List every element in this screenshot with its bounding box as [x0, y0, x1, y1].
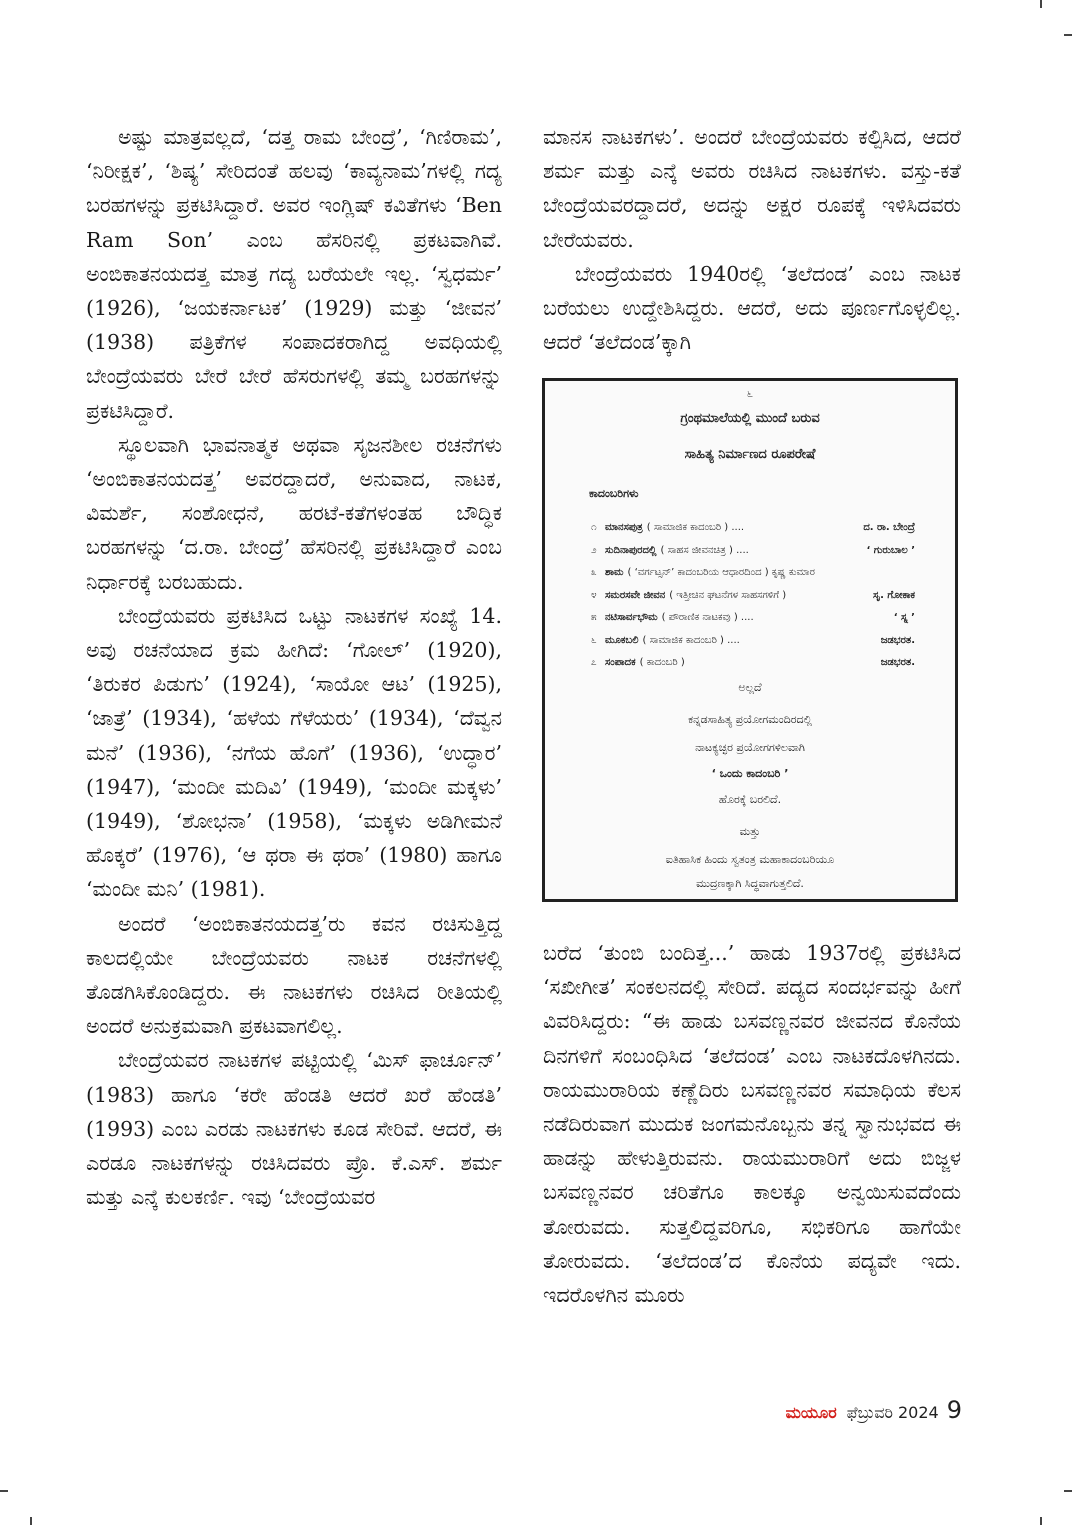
left-column — [86, 120, 502, 1215]
crop-mark — [1040, 0, 1042, 8]
crop-mark — [0, 1490, 8, 1492]
right-column-bottom — [543, 936, 961, 1312]
paragraph: ಅಂದರೆ ‘ಅಂಬಿಕಾತನಯದತ್ತ’ರು ಕವನ ರಚಿಸುತ್ತಿದ್ದ ಕಾಲದಲ್ಲಿಯೇ ಬೇಂದ್ರೆಯವರು ನಾಟಕ ರಚನೆಗಳಲ್ಲಿ ತೊಡಗಿಸಿಕೊಂಡಿದ್ದರು. ಈ ನಾಟಕಗಳು ರಚಿಸಿದ ರೀತಿಯಲ್ಲಿ ಅಂದರೆ ಅನುಕ್ರಮವಾಗಿ ಪ್ರಕಟವಾಗಲಿಲ್ಲ. — [86, 911, 502, 1039]
crop-mark — [30, 1517, 32, 1525]
issue-date: ಫೆಬ್ರುವರಿ 2024 — [846, 1403, 939, 1422]
scan-heading: ಕಾದಂಬರಿಗಳು — [589, 487, 639, 500]
paragraph: ಸ್ಥೂಲವಾಗಿ ಭಾವನಾತ್ಮಕ ಅಥವಾ ಸೃಜನಶೀಲ ರಚನೆಗಳು ‘ಅಂಬಿಕಾತನಯದತ್ತ’ ಅವರದ್ದಾದರೆ, ಅನುವಾದ, ನಾಟಕ, ವಿಮರ್ಶೆ, ಸಂಶೋಧನೆ, ಹರಟೆ-ಕತೆಗಳಂತಹ ಬೌದ್ಧಿಕ ಬರಹಗಳನ್ನು ‘ದ.ರಾ. ಬೇಂದ್ರೆ’ ಹೆಸರಿನಲ್ಲಿ ಪ್ರಕಟಿಸಿದ್ದಾರೆ ಎಂಬ ನಿರ್ಧಾರಕ್ಕೆ ಬರಬಹುದು. — [86, 432, 502, 594]
paragraph: ಬೇಂದ್ರೆಯವರು ಪ್ರಕಟಿಸಿದ ಒಟ್ಟು ನಾಟಕಗಳ ಸಂಖ್ಯೆ 14. ಅವು ರಚನೆಯಾದ ಕ್ರಮ ಹೀಗಿದೆ: ‘ಗೋಲ್’ (1920), ‘ತಿರುಕರ ಪಿಡುಗು’ (1924), ‘ಸಾಯೋ ಆಟ’ (1925), ‘ಜಾತ್ರೆ’ (1934), ‘ಹಳೆಯ ಗೆಳೆಯರು’ (1934), ‘ದೆವ್ವನ ಮನೆ’ (1936), ‘ನಗೆಯ ಹೊಗೆ’ (1936), ‘ಉದ್ಧಾರ’ (1947), ‘ಮಂದೀ ಮದಿವಿ’ (1949), ‘ಮಂದೀ ಮಕ್ಕಳು’ (1949), ‘ಶೋಭನಾ’ (1958), ‘ಮಕ್ಕಳು ಅಡಿಗೀಮನೆ ಹೊಕ್ಕರೆ’ (1976), ‘ಆ ಥರಾ ಈ ಥರಾ’ (1980) ಹಾಗೂ ‘ಮಂದೀ ಮನಿ’ (1981). — [86, 603, 502, 902]
scan-subtitle: ಸಾಹಿತ್ಯ ನಿರ್ಮಾಣದ ರೂಪರೇಷೆ — [684, 447, 816, 462]
scan-list-item: ೨ ಸುದಿನಾಪುರದಲ್ಲಿ ( ಸಾಹಸ ಜೀವನಚಿತ್ರ ) .... ‘ ಗುರುಬಾಲ ’ — [591, 544, 915, 556]
scan-page-number: ೬ — [746, 387, 754, 400]
scan-list-item: ೬ ಮೂಕಬಲಿ ( ಸಾಮಾಜಿಕ ಕಾದಂಬರಿ ) .... ಜಡಭರತ. — [591, 634, 915, 646]
paragraph: ಬೇಂದ್ರೆಯವರು 1940ರಲ್ಲಿ ‘ತಲೆದಂಡ’ ಎಂಬ ನಾಟಕ ಬರೆಯಲು ಉದ್ದೇಶಿಸಿದ್ದರು. ಆದರೆ, ಅದು ಪೂರ್ಣಗೊಳ್ಳಲಿಲ್ಲ. ಆದರೆ ‘ತಲೆದಂಡ’ಕ್ಕಾಗಿ — [543, 261, 961, 355]
scan-line: ಮುದ್ರಣಕ್ಕಾಗಿ ಸಿದ್ಧವಾಗುತ್ತಲಿದೆ. — [696, 877, 804, 890]
right-column-top — [543, 120, 961, 359]
scan-list-item: ೫ ನಟಿಸಾರ್ವಭೌಮ ( ಪೌರಾಣಿಕ ನಾಟಕವು ) .... ‘ ಸ್ನ ’ — [591, 612, 915, 623]
scan-list-item: ೪ ಸಮರಸವೇ ಜೀವನ ( ಇತ್ತೀಚಿನ ಘಟನೆಗಳ ಸಾಹಸಗಳಿಗೆ ) ಸೃ. ಗೋಕಾಕ — [591, 589, 915, 601]
crop-mark — [1064, 34, 1072, 36]
scan-line: ಹೊರಕ್ಕೆ ಬರಲಿದೆ. — [718, 793, 782, 806]
paragraph: ಮಾನಸ ನಾಟಕಗಳು’. ಅಂದರೆ ಬೇಂದ್ರೆಯವರು ಕಲ್ಪಿಸಿದ, ಆದರೆ ಶರ್ಮ ಮತ್ತು ಎನ್ಕೆ ಅವರು ರಚಿಸಿದ ನಾಟಕಗಳು. ವಸ್ತು-ಕತೆ ಬೇಂದ್ರೆಯವರದ್ದಾದರೆ, ಅದನ್ನು ಅಕ್ಷರ ರೂಪಕ್ಕೆ ಇಳಿಸಿದವರು ಬೇರೆಯವರು. — [543, 125, 961, 252]
scan-line: ನಾಟಕ್ಯಚ್ಛರ ಪ್ರಯೋಗಗಳಿಲವಾಗಿ — [695, 741, 805, 754]
scan-book-list — [591, 517, 915, 675]
scan-list-item: ೩ ಶಾಮ ( ‘ವರ್ಗಟ್ಸನ್’ ಕಾದಂಬರಿಯ ಆಧಾರದಿಂದ ) ಕೃಷ್ಣ ಕುಮಾರ — [591, 567, 815, 578]
paragraph: ಅಷ್ಟು ಮಾತ್ರವಲ್ಲದೆ, ‘ದತ್ತ ರಾಮ ಬೇಂದ್ರೆ’, ‘ಗಿಣಿರಾಮ’, ‘ನಿರೀಕ್ಷಕ’, ‘ಶಿಷ್ಯ’ ಸೇರಿದಂತೆ ಹಲವು ‘ಕಾವ್ಯನಾಮ’ಗಳಲ್ಲಿ ಗದ್ಯ ಬರಹಗಳನ್ನು ಪ್ರಕಟಿಸಿದ್ದಾರೆ. ಅವರ ಇಂಗ್ಲಿಷ್ ಕವಿತೆಗಳು ‘Ben Ram Son’ ಎಂಬ ಹೆಸರಿನಲ್ಲಿ ಪ್ರಕಟವಾಗಿವೆ. ಅಂಬಿಕಾತನಯದತ್ತ ಮಾತ್ರ ಗದ್ಯ ಬರೆಯಲೇ ಇಲ್ಲ. ‘ಸ್ವಧರ್ಮ’ (1926), ‘ಜಯಕರ್ನಾಟಕ’ (1929) ಮತ್ತು ‘ಜೀವನ’ (1938) ಪತ್ರಿಕೆಗಳ ಸಂಪಾದಕರಾಗಿದ್ದ ಅವಧಿಯಲ್ಲಿ ಬೇಂದ್ರೆಯವರು ಬೇರೆ ಬೇರೆ ಹೆಸರುಗಳಲ್ಲಿ ತಮ್ಮ ಬರಹಗಳನ್ನು ಪ್ರಕಟಿಸಿದ್ದಾರೆ. — [86, 125, 502, 423]
crop-mark — [1064, 1490, 1072, 1492]
scan-line: ‘ ಒಂದು ಕಾದಂಬರಿ ’ — [711, 767, 789, 780]
paragraph: ಬೇಂದ್ರೆಯವರ ನಾಟಕಗಳ ಪಟ್ಟಿಯಲ್ಲಿ ‘ಮಿಸ್ ಫಾರ್ಚೂನ್’ (1983) ಹಾಗೂ ‘ಕರೇ ಹೆಂಡತಿ ಆದರೆ ಖರೆ ಹೆಂಡತಿ’ (1993) ಎಂಬ ಎರಡು ನಾಟಕಗಳು ಕೂಡ ಸೇರಿವೆ. ಆದರೆ, ಈ ಎರಡೂ ನಾಟಕಗಳನ್ನು ರಚಿಸಿದವರು ಪ್ರೊ. ಕೆ.ಎಸ್. ಶರ್ಮ ಮತ್ತು ಎನ್ಕೆ ಕುಲಕರ್ಣಿ. ಇವು ‘ಬೇಂದ್ರೆಯವರ — [86, 1048, 502, 1210]
scanned-page-image — [542, 378, 958, 902]
scan-line: ಅಲ್ಲದೆ — [738, 681, 762, 694]
scan-line: ಕನ್ನಡಸಾಹಿತ್ಯ ಪ್ರಯೋಗಮಂದಿರದಲ್ಲಿ — [688, 713, 812, 726]
page-number: 9 — [946, 1396, 962, 1424]
scan-line: ಐತಿಹಾಸಿಕ ಹಿಂದು ಸ್ವತಂತ್ರ ಮಹಾಕಾದಂಬರಿಯೂ — [665, 853, 835, 866]
scan-list-item: ೧ ಮಾನಸಪುತ್ರ ( ಸಾಮಾಜಿಕ ಕಾದಂಬರಿ ) .... ದ. ರಾ. ಬೇಂದ್ರೆ — [591, 522, 915, 533]
crop-mark — [1040, 1517, 1042, 1525]
scan-list-item: ೭ ಸಂಪಾದಕ ( ಕಾದಂಬರಿ ) ಜಡಭರತ. — [591, 657, 915, 668]
magazine-logo: ಮಯೂರ — [785, 1403, 837, 1422]
page-footer — [786, 1396, 962, 1424]
scan-title: ಗ್ರಂಥಮಾಲೆಯಲ್ಲಿ ಮುಂದೆ ಬರುವ — [680, 411, 820, 426]
scan-line: ಮತ್ತು — [739, 825, 761, 838]
paragraph: ಬರೆದ ‘ತುಂಬಿ ಬಂದಿತ್ತ...’ ಹಾಡು 1937ರಲ್ಲಿ ಪ್ರಕಟಿಸಿದ ‘ಸಖೀಗೀತ’ ಸಂಕಲನದಲ್ಲಿ ಸೇರಿದೆ. ಪದ್ಯದ ಸಂದರ್ಭವನ್ನು ಹೀಗೆ ವಿವರಿಸಿದ್ದರು: “ಈ ಹಾಡು ಬಸವಣ್ಣನವರ ಜೀವನದ ಕೊನೆಯ ದಿನಗಳಿಗೆ ಸಂಬಂಧಿಸಿದ ‘ತಲೆದಂಡ’ ಎಂಬ ನಾಟಕದೊಳಗಿನದು. ರಾಯಮುರಾರಿಯ ಕಣ್ಣೆದಿರು ಬಸವಣ್ಣನವರ ಸಮಾಧಿಯ ಕೆಲಸ ನಡೆದಿರುವಾಗ ಮುದುಕ ಜಂಗಮನೊಬ್ಬನು ತನ್ನ ಸ್ವಾನುಭವದ ಈ ಹಾಡನ್ನು ಹೇಳುತ್ತಿರುವನು. ರಾಯಮುರಾರಿಗೆ ಅದು ಬಿಜ್ಜಳ ಬಸವಣ್ಣನವರ ಚರಿತೆಗೂ ಕಾಲಕ್ಕೂ ಅನ್ವಯಿಸುವದೆಂದು ತೋರುವದು. ಸುತ್ತಲಿದ್ದವರಿಗೂ, ಸಭಿಕರಿಗೂ ಹಾಗೆಯೇ ತೋರುವದು. ‘ತಲೆದಂಡ’ದ ಕೊನೆಯ ಪದ್ಯವೇ ಇದು. ಇದರೊಳಗಿನ ಮೂರು — [543, 941, 961, 1308]
